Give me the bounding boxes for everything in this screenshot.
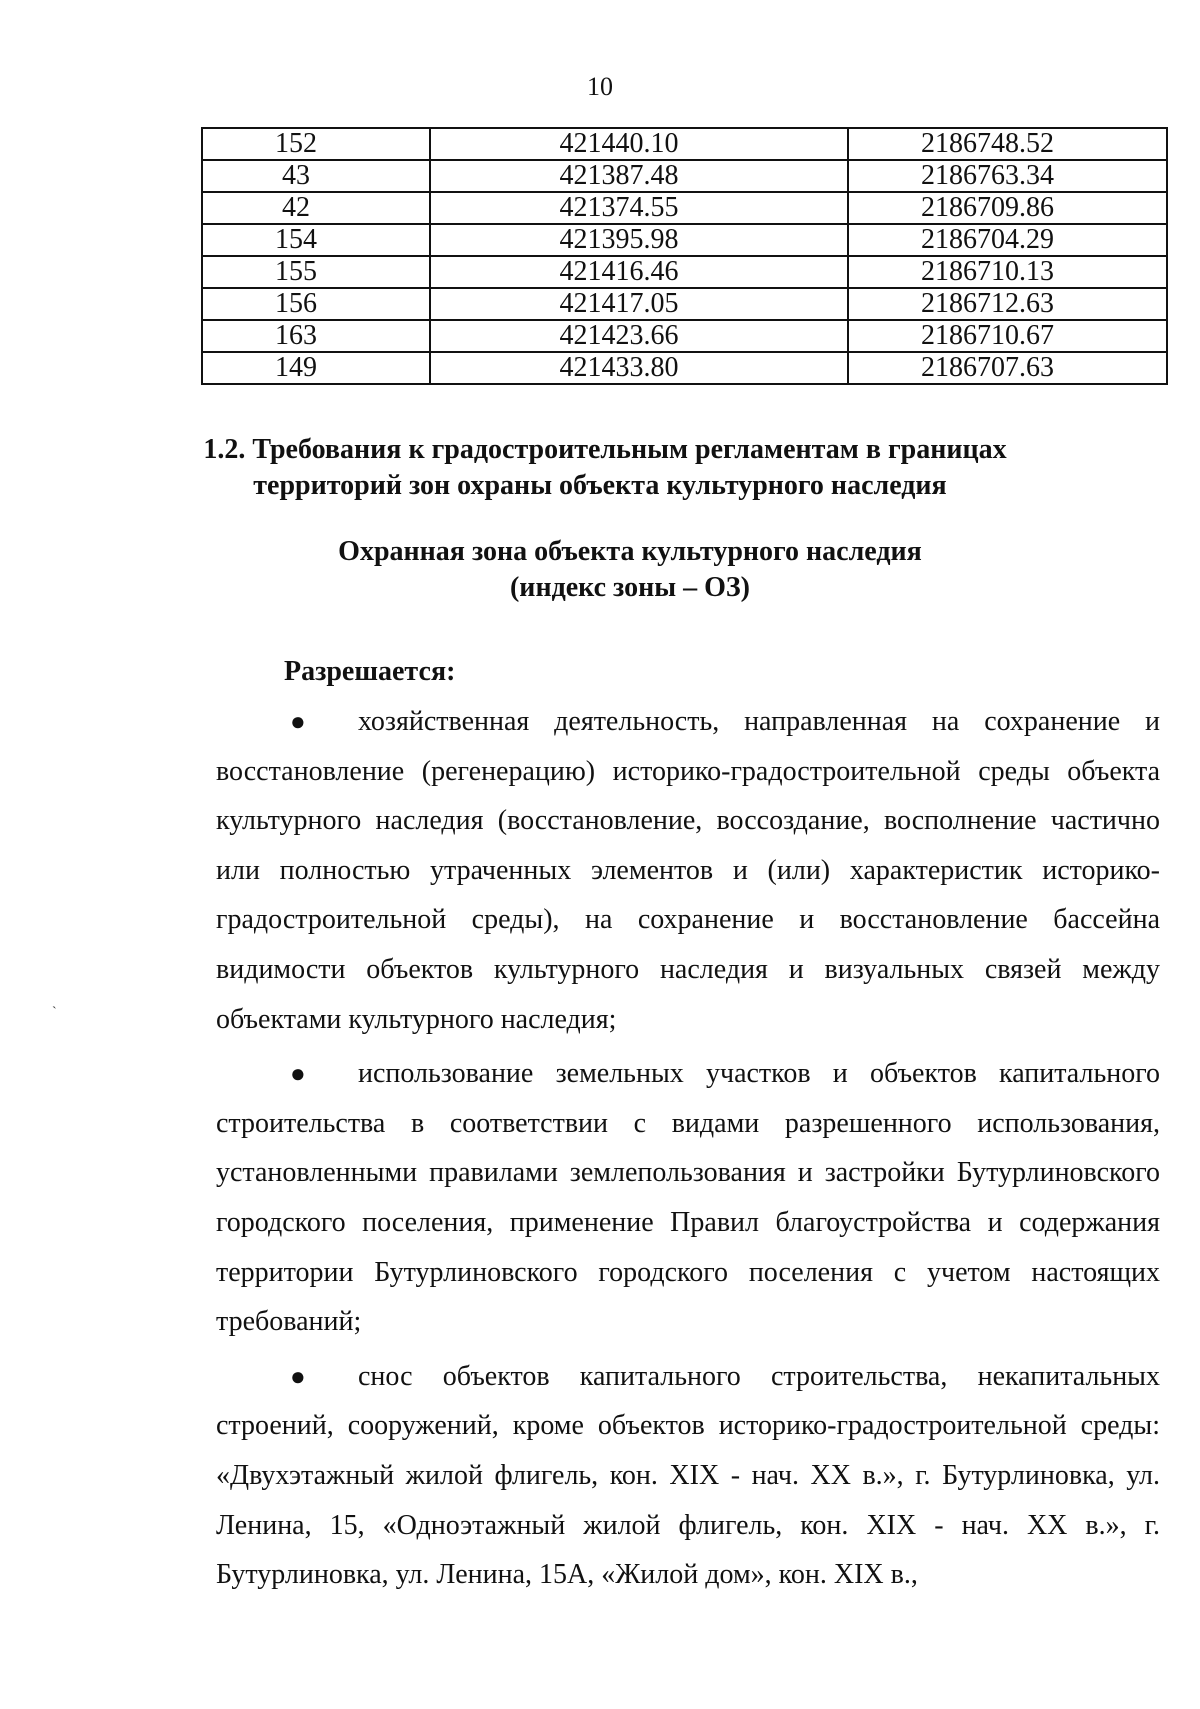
x-coordinate-cell: 421416.46 — [430, 256, 848, 288]
y-coordinate-cell: 2186704.29 — [848, 224, 1167, 256]
table-row — [202, 288, 1167, 320]
list-item-text: хозяйственная деятельность, направленная на сохранение и восстановление (регенерацию) историко-градостроительной среды объекта культурного наследия (восстановление, воссоздание, восполнение частично или полностью утраченных элементов и (или) характеристик историко-градостроительной среды), на сохранение и восстановление бассейна видимости объектов культурного наследия и визуальных связей между объектами культурного наследия; — [216, 706, 1160, 1035]
x-coordinate-cell: 421395.98 — [430, 224, 848, 256]
table-row — [202, 224, 1167, 256]
y-coordinate-cell: 2186710.67 — [848, 320, 1167, 352]
list-item — [216, 1049, 1160, 1347]
y-coordinate-cell: 2186763.34 — [848, 160, 1167, 192]
point-number-cell: 155 — [202, 256, 430, 288]
section-heading-line-2: территорий зон охраны объекта культурного наследия — [253, 470, 947, 501]
page-number: 10 — [587, 72, 613, 101]
x-coordinate-cell: 421387.48 — [430, 160, 848, 192]
table-row — [202, 352, 1167, 384]
y-coordinate-cell: 2186748.52 — [848, 128, 1167, 160]
point-number-cell: 43 — [202, 160, 430, 192]
table-row — [202, 160, 1167, 192]
zone-heading-line-1: Охранная зона объекта культурного наследия — [338, 536, 922, 567]
table-row — [202, 256, 1167, 288]
list-item-text: использование земельных участков и объектов капитального строительства в соответствии с видами разрешенного использования, установленными правилами землепользования и застройки Бутурлиновского городского поселения, применение Правил благоустройства и содержания территории Бутурлиновского городского поселения с учетом настоящих требований; — [216, 1058, 1160, 1338]
zone-heading-line-2: (индекс зоны – ОЗ) — [509, 572, 750, 603]
x-coordinate-cell: 421374.55 — [430, 192, 848, 224]
allowed-label: Разрешается: — [284, 656, 456, 687]
allowed-activities-list — [216, 697, 1160, 1605]
stray-scan-mark: ` — [52, 1005, 57, 1020]
x-coordinate-cell: 421423.66 — [430, 320, 848, 352]
x-coordinate-cell: 421440.10 — [430, 128, 848, 160]
table-row — [202, 320, 1167, 352]
bullet-icon: ● — [290, 1059, 306, 1089]
list-item — [216, 1352, 1160, 1600]
point-number-cell: 154 — [202, 224, 430, 256]
bullet-icon: ● — [290, 707, 306, 736]
point-number-cell: 163 — [202, 320, 430, 352]
point-number-cell: 156 — [202, 288, 430, 320]
list-item-text: снос объектов капитального строительства, некапитальных строений, сооружений, кроме объектов историко-градостроительной среды: «Двухэтажный жилой флигель, кон. XIX - нач. XX в.», г. Бутурлиновка, ул. Ленина, 15, «Одноэтажный жилой флигель, кон. XIX - нач. XX в.», г. Бутурлиновка, ул. Ленина, 15А, «Жилой дом», кон. XIX в., — [216, 1360, 1160, 1591]
y-coordinate-cell: 2186712.63 — [848, 288, 1167, 320]
table-row — [202, 192, 1167, 224]
table-row — [202, 128, 1167, 160]
x-coordinate-cell: 421417.05 — [430, 288, 848, 320]
list-item — [216, 697, 1160, 1044]
coordinates-table — [201, 127, 1168, 385]
point-number-cell: 149 — [202, 352, 430, 384]
y-coordinate-cell: 2186707.63 — [848, 352, 1167, 384]
bullet-icon: ● — [290, 1361, 306, 1391]
y-coordinate-cell: 2186709.86 — [848, 192, 1167, 224]
x-coordinate-cell: 421433.80 — [430, 352, 848, 384]
section-heading-line-1: 1.2. Требования к градостроительным регламентам в границах — [203, 434, 1007, 465]
point-number-cell: 42 — [202, 192, 430, 224]
point-number-cell: 152 — [202, 128, 430, 160]
y-coordinate-cell: 2186710.13 — [848, 256, 1167, 288]
